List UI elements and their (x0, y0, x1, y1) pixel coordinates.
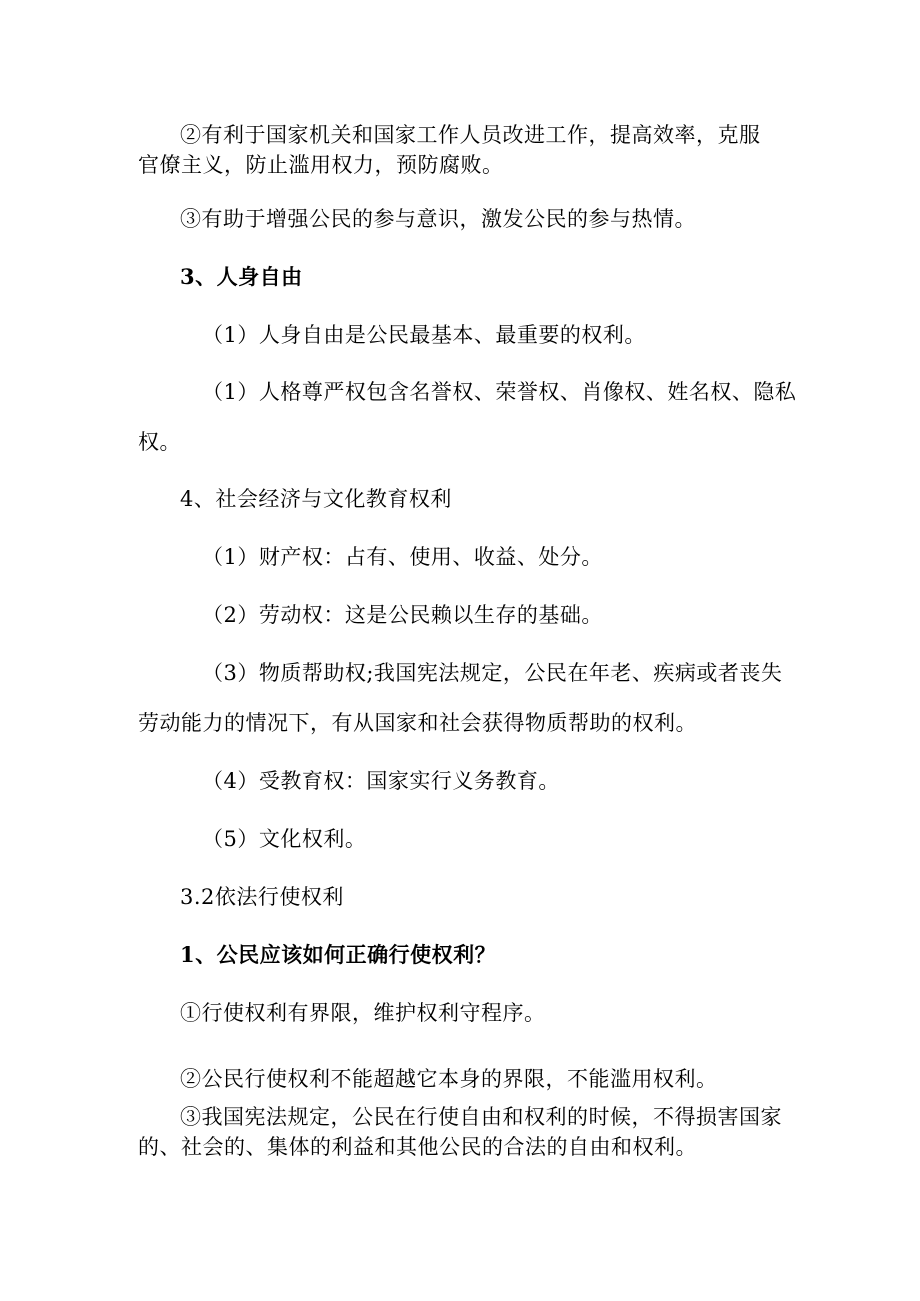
paragraph-line: （2）劳动权：这是公民赖以生存的基础。 (202, 603, 603, 627)
paragraph-line: 官僚主义，防止滥用权力，预防腐败。 (138, 153, 504, 177)
paragraph-line: ②有利于国家机关和国家工作人员改进工作，提高效率，克服 (180, 123, 761, 147)
paragraph-line: （4）受教育权：国家实行义务教育。 (202, 769, 560, 793)
paragraph-line: ③我国宪法规定，公民在行使自由和权利的时候，不得损害国家 (180, 1105, 782, 1129)
paragraph-line: （3）物质帮助权;我国宪法规定，公民在年老、疾病或者丧失 (202, 661, 783, 685)
paragraph-line: ①行使权利有界限，维护权利守程序。 (180, 1001, 546, 1025)
paragraph-line: （1）人身自由是公民最基本、最重要的权利。 (202, 323, 646, 347)
paragraph-line: （5）文化权利。 (202, 827, 367, 851)
paragraph-line: （1）财产权：占有、使用、收益、处分。 (202, 545, 603, 569)
paragraph-line: 权。 (138, 430, 181, 454)
paragraph-line: 的、社会的、集体的利益和其他公民的合法的自由和权利。 (138, 1135, 697, 1159)
paragraph-line: （1）人格尊严权包含名誉权、荣誉权、肖像权、姓名权、隐私 (202, 380, 797, 404)
section-heading: 3.2依法行使权利 (180, 885, 344, 909)
section-heading: 1、公民应该如何正确行使权利？ (180, 942, 497, 967)
paragraph-line: ②公民行使权利不能超越它本身的界限，不能滥用权利。 (180, 1067, 718, 1091)
paragraph-line: ③有助于增强公民的参与意识，激发公民的参与热情。 (180, 207, 696, 231)
section-heading: 3、人身自由 (180, 264, 303, 289)
paragraph-line: 劳动能力的情况下，有从国家和社会获得物质帮助的权利。 (138, 711, 697, 735)
section-heading: 4、社会经济与文化教育权利 (180, 487, 452, 511)
